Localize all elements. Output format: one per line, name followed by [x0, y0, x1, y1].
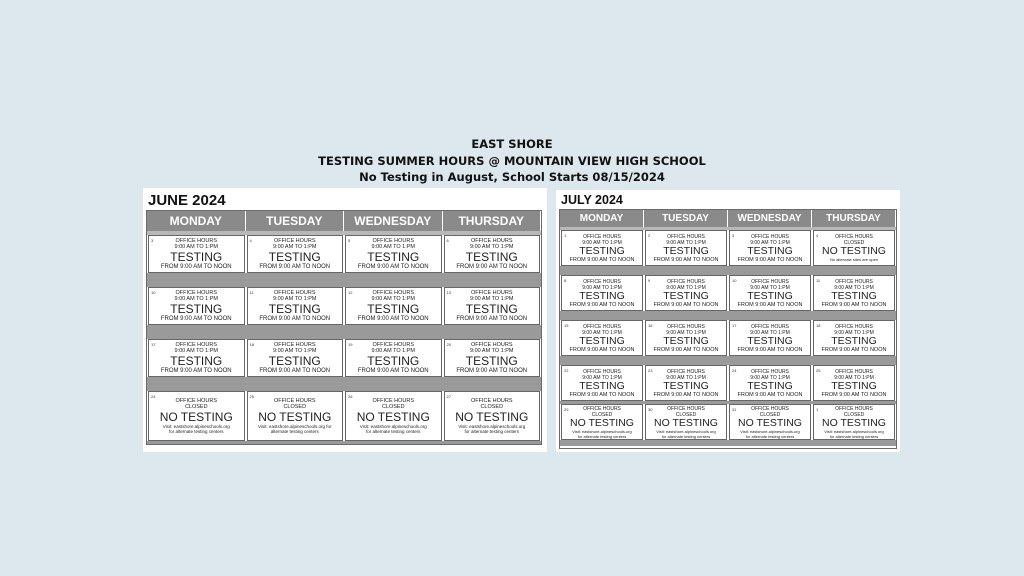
office-hours-time: 9:00 AM TO 1:PM: [750, 239, 790, 246]
office-hours-label: OFFICE HOURS: [583, 233, 621, 240]
calendar-day-cell: [561, 275, 643, 311]
day-number: 30: [648, 407, 653, 412]
office-hours-time: CLOSED: [675, 411, 697, 418]
alternate-info: Visit: eastshore.alpineschools.org: [572, 428, 632, 434]
testing-status: TESTING: [579, 289, 625, 302]
office-hours-time: 9:00 AM TO 1:PM: [174, 348, 218, 354]
testing-hours: FROM 9:00 AM TO NOON: [737, 301, 803, 308]
testing-status: TESTING: [747, 334, 793, 347]
calendar-day-cell: [148, 391, 245, 441]
alternate-info-cont: alternate testing centers: [270, 429, 319, 434]
office-hours-label: OFFICE HOURS: [667, 323, 705, 330]
testing-hours: FROM 9:00 AM TO NOON: [456, 367, 528, 374]
calendar-day-cell: [645, 404, 727, 440]
office-hours-time: 9:00 AM TO 1:PM: [834, 329, 874, 336]
calendar-day-cell: [813, 320, 895, 356]
office-hours-label: OFFICE HOURS: [583, 405, 621, 412]
calendar-day-cell: [813, 404, 895, 440]
testing-status: TESTING: [170, 301, 223, 316]
header-title: TESTING SUMMER HOURS @ MOUNTAIN VIEW HIGH SCHOOL: [318, 153, 706, 168]
testing-status: NO TESTING: [258, 409, 332, 424]
day-number: 10: [732, 278, 737, 283]
office-hours-label: OFFICE HOURS: [667, 405, 705, 412]
office-hours-time: 9:00 AM TO 1:PM: [834, 284, 874, 291]
day-header-wednesday: WEDNESDAY: [344, 211, 443, 231]
office-hours-time: CLOSED: [283, 404, 307, 410]
office-hours-time: 9:00 AM TO 1:PM: [666, 284, 706, 291]
office-hours-label: OFFICE HOURS: [470, 289, 513, 296]
calendar-day-cell: [345, 391, 442, 441]
day-number: 19: [348, 342, 353, 347]
office-hours-label: OFFICE HOURS: [751, 278, 789, 285]
office-hours-label: OFFICE HOURS: [273, 397, 316, 404]
office-hours-label: OFFICE HOURS: [372, 397, 415, 404]
alternate-info: Visit: eastshore.alpineschools.org: [740, 428, 800, 434]
day-number: 2: [648, 233, 651, 238]
office-hours-time: 9:00 AM TO 1:PM: [272, 244, 317, 250]
row-separator: [560, 311, 896, 320]
testing-hours: FROM 9:00 AM TO NOON: [569, 346, 635, 353]
testing-status: TESTING: [663, 244, 709, 257]
calendar-day-cell: [247, 339, 344, 377]
office-hours-label: OFFICE HOURS: [470, 237, 513, 244]
testing-status: TESTING: [465, 249, 518, 264]
day-number: 11: [249, 290, 254, 295]
calendar-day-cell: [813, 230, 895, 266]
day-number: 24: [151, 394, 156, 399]
day-header-thursday: THURSDAY: [443, 211, 542, 231]
day-number: 18: [816, 323, 821, 328]
office-hours-label: OFFICE HOURS: [835, 368, 873, 375]
office-hours-label: OFFICE HOURS: [751, 233, 789, 240]
calendar-day-cell: [444, 391, 541, 441]
office-hours-label: OFFICE HOURS: [667, 278, 705, 285]
office-hours-time: 9:00 AM TO 1:PM: [469, 244, 514, 250]
calendar-day-cell: [561, 404, 643, 440]
testing-hours: FROM 9:00 AM TO NOON: [160, 263, 232, 270]
day-number: 1: [816, 407, 819, 412]
day-number: 1: [564, 233, 567, 238]
alternate-info-cont: for alternate testing centers: [577, 433, 627, 439]
testing-status: TESTING: [579, 379, 625, 392]
testing-hours: FROM 9:00 AM TO NOON: [821, 301, 887, 308]
office-hours-time: 9:00 AM TO 1:PM: [272, 296, 317, 302]
june-calendar-grid: [146, 210, 542, 445]
testing-status: TESTING: [663, 289, 709, 302]
testing-hours: FROM 9:00 AM TO NOON: [160, 367, 232, 374]
office-hours-label: OFFICE HOURS: [273, 237, 316, 244]
testing-hours: FROM 9:00 AM TO NOON: [357, 263, 429, 270]
testing-status: TESTING: [747, 289, 793, 302]
office-hours-time: CLOSED: [843, 240, 865, 246]
testing-hours: FROM 9:00 AM TO NOON: [737, 346, 803, 353]
testing-status: TESTING: [268, 301, 321, 316]
day-number: 5: [348, 238, 351, 243]
testing-status: TESTING: [579, 334, 625, 347]
day-number: 13: [446, 290, 451, 295]
testing-status: TESTING: [170, 249, 223, 264]
calendar-day-cell: [345, 235, 442, 273]
row-separator: [147, 441, 541, 444]
alternate-info-cont: for alternate testing centers: [365, 429, 421, 434]
testing-hours: FROM 9:00 AM TO NOON: [456, 263, 528, 270]
row-separator: [560, 440, 896, 446]
day-number: 29: [564, 407, 569, 412]
office-hours-label: OFFICE HOURS: [751, 405, 789, 412]
july-calendar-grid: [559, 209, 897, 449]
testing-status: NO TESTING: [654, 416, 718, 429]
office-hours-time: CLOSED: [184, 404, 208, 410]
testing-status: TESTING: [465, 353, 518, 368]
office-hours-time: CLOSED: [591, 411, 613, 418]
testing-hours: FROM 9:00 AM TO NOON: [357, 315, 429, 322]
day-number: 9: [648, 278, 651, 283]
testing-hours: FROM 9:00 AM TO NOON: [259, 315, 331, 322]
day-number: 6: [446, 238, 449, 243]
testing-hours: FROM 9:00 AM TO NOON: [259, 263, 331, 270]
july-calendar-title: JULY 2024: [561, 193, 623, 207]
calendar-day-cell: [247, 391, 344, 441]
calendar-day-cell: [444, 287, 541, 325]
testing-status: TESTING: [831, 379, 877, 392]
office-hours-time: 9:00 AM TO 1:PM: [371, 348, 415, 354]
office-hours-label: OFFICE HOURS: [372, 289, 415, 296]
testing-status: NO TESTING: [159, 409, 233, 424]
calendar-day-cell: [729, 365, 811, 401]
calendar-day-cell: [729, 404, 811, 440]
office-hours-label: OFFICE HOURS: [835, 278, 873, 285]
day-header-tuesday: TUESDAY: [644, 210, 728, 227]
calendar-day-cell: [444, 235, 541, 273]
testing-status: NO TESTING: [455, 409, 529, 424]
office-hours-time: 9:00 AM TO 1:PM: [272, 348, 317, 354]
office-hours-time: CLOSED: [843, 411, 865, 418]
alternate-info: Visit: eastshore.alpineschools.org: [458, 423, 526, 429]
office-hours-time: 9:00 AM TO 1:PM: [469, 348, 514, 354]
testing-status: TESTING: [268, 353, 321, 368]
page-header: [0, 136, 1024, 186]
day-number: 4: [816, 233, 819, 238]
calendar-day-cell: [813, 365, 895, 401]
testing-hours: FROM 9:00 AM TO NOON: [821, 391, 887, 398]
office-hours-label: OFFICE HOURS: [470, 341, 513, 348]
calendar-day-cell: [645, 320, 727, 356]
row-separator: [147, 325, 541, 339]
calendar-day-cell: [561, 365, 643, 401]
calendar-day-cell: [561, 320, 643, 356]
header-school-name: EAST SHORE: [471, 137, 553, 151]
office-hours-time: CLOSED: [480, 404, 504, 410]
office-hours-time: 9:00 AM TO 1:PM: [666, 329, 706, 336]
calendar-day-cell: [729, 230, 811, 266]
calendar-day-cell: [645, 275, 727, 311]
day-number: 10: [151, 290, 156, 295]
alternate-info: Visit: eastshore.alpineschools.org: [359, 423, 427, 429]
office-hours-time: 9:00 AM TO 1:PM: [582, 239, 622, 246]
row-separator: [147, 273, 541, 287]
testing-status: TESTING: [465, 301, 518, 316]
office-hours-time: CLOSED: [381, 404, 405, 410]
calendar-day-cell: [561, 230, 643, 266]
row-separator: [560, 356, 896, 365]
office-hours-label: OFFICE HOURS: [273, 341, 316, 348]
alternate-info-cont: for alternate testing centers: [661, 433, 711, 439]
office-hours-time: 9:00 AM TO 1:PM: [469, 296, 514, 302]
day-number: 3: [732, 233, 735, 238]
day-header-wednesday: WEDNESDAY: [728, 210, 812, 227]
testing-status: TESTING: [367, 301, 420, 316]
calendar-day-cell: [148, 287, 245, 325]
day-number: 25: [249, 394, 254, 399]
testing-hours: FROM 9:00 AM TO NOON: [259, 367, 331, 374]
day-number: 31: [732, 407, 737, 412]
testing-hours: FROM 9:00 AM TO NOON: [569, 301, 635, 308]
office-hours-label: OFFICE HOURS: [372, 237, 415, 244]
day-number: 8: [564, 278, 567, 283]
alternate-info: Visit: eastshore.alpineschools.org: [824, 428, 884, 434]
day-number: 11: [816, 278, 821, 283]
testing-status: NO TESTING: [738, 416, 802, 429]
day-header-thursday: THURSDAY: [812, 210, 896, 227]
testing-status: TESTING: [170, 353, 223, 368]
office-hours-time: 9:00 AM TO 1:PM: [371, 244, 415, 250]
office-hours-time: 9:00 AM TO 1:PM: [174, 296, 218, 302]
office-hours-label: OFFICE HOURS: [667, 233, 705, 240]
testing-status: NO TESTING: [356, 409, 430, 424]
day-header-monday: MONDAY: [560, 210, 644, 227]
calendar-day-cell: [729, 275, 811, 311]
calendar-day-cell: [645, 230, 727, 266]
testing-hours: FROM 9:00 AM TO NOON: [160, 315, 232, 322]
office-hours-label: OFFICE HOURS: [372, 341, 415, 348]
testing-status: TESTING: [663, 334, 709, 347]
office-hours-time: 9:00 AM TO 1:PM: [834, 374, 874, 381]
office-hours-label: OFFICE HOURS: [835, 405, 873, 412]
day-number: 18: [249, 342, 254, 347]
testing-status: NO TESTING: [822, 416, 886, 429]
alternate-info-cont: for alternate testing centers: [829, 433, 879, 439]
office-hours-time: 9:00 AM TO 1:PM: [582, 284, 622, 291]
testing-status: NO TESTING: [570, 416, 634, 429]
calendar-day-cell: [444, 339, 541, 377]
office-hours-label: OFFICE HOURS: [470, 397, 513, 404]
alternate-info-cont: for alternate testing centers: [464, 429, 520, 434]
testing-hours: FROM 9:00 AM TO NOON: [456, 315, 528, 322]
calendar-day-cell: [247, 235, 344, 273]
calendar-day-cell: [247, 287, 344, 325]
office-hours-time: 9:00 AM TO 1:PM: [174, 244, 218, 250]
testing-hours: FROM 9:00 AM TO NOON: [821, 346, 887, 353]
day-number: 22: [564, 368, 569, 373]
calendar-day-cell: [645, 365, 727, 401]
office-hours-label: OFFICE HOURS: [583, 323, 621, 330]
testing-hours: FROM 9:00 AM TO NOON: [653, 346, 719, 353]
office-hours-label: OFFICE HOURS: [667, 368, 705, 375]
alternate-info: No alternate sites are open: [829, 257, 879, 262]
day-number: 4: [249, 238, 252, 243]
testing-hours: FROM 9:00 AM TO NOON: [357, 367, 429, 374]
testing-status: TESTING: [268, 249, 321, 264]
june-calendar-title: JUNE 2024: [148, 192, 226, 209]
office-hours-label: OFFICE HOURS: [175, 237, 218, 244]
office-hours-label: OFFICE HOURS: [583, 278, 621, 285]
office-hours-label: OFFICE HOURS: [175, 289, 218, 296]
alternate-info: Visit: eastshore.alpineschools.org: [656, 428, 716, 434]
day-number: 16: [648, 323, 653, 328]
day-number: 17: [151, 342, 156, 347]
day-number: 3: [151, 238, 154, 243]
calendar-day-cell: [148, 339, 245, 377]
day-header-tuesday: TUESDAY: [246, 211, 345, 231]
office-hours-time: 9:00 AM TO 1:PM: [666, 239, 706, 246]
testing-status: NO TESTING: [822, 245, 886, 257]
calendar-day-cell: [345, 339, 442, 377]
calendar-day-cell: [813, 275, 895, 311]
day-number: 17: [732, 323, 737, 328]
testing-hours: FROM 9:00 AM TO NOON: [737, 391, 803, 398]
calendar-day-cell: [148, 235, 245, 273]
calendar-day-cell: [729, 320, 811, 356]
office-hours-time: CLOSED: [759, 411, 781, 418]
testing-status: TESTING: [663, 379, 709, 392]
office-hours-time: 9:00 AM TO 1:PM: [582, 374, 622, 381]
office-hours-label: OFFICE HOURS: [175, 341, 218, 348]
day-number: 20: [446, 342, 451, 347]
july-calendar: [556, 190, 900, 452]
office-hours-label: OFFICE HOURS: [751, 323, 789, 330]
alternate-info: Visit: eastshore.alpineschools.org: [162, 423, 230, 429]
testing-status: TESTING: [831, 334, 877, 347]
day-number: 12: [348, 290, 353, 295]
day-number: 27: [446, 394, 451, 399]
office-hours-label: OFFICE HOURS: [751, 368, 789, 375]
testing-status: TESTING: [747, 244, 793, 257]
testing-hours: FROM 9:00 AM TO NOON: [653, 391, 719, 398]
office-hours-label: OFFICE HOURS: [835, 234, 873, 240]
testing-hours: FROM 9:00 AM TO NOON: [737, 256, 803, 263]
alternate-info: Visit: eastshore.alpineschools.org for: [258, 423, 332, 429]
office-hours-time: 9:00 AM TO 1:PM: [666, 374, 706, 381]
day-number: 15: [564, 323, 569, 328]
office-hours-label: OFFICE HOURS: [273, 289, 316, 296]
day-number: 24: [732, 368, 737, 373]
office-hours-label: OFFICE HOURS: [175, 397, 218, 404]
day-header-monday: MONDAY: [147, 211, 246, 231]
day-number: 23: [648, 368, 653, 373]
header-subtitle: No Testing in August, School Starts 08/15/2024: [359, 170, 665, 184]
row-separator: [147, 377, 541, 391]
testing-status: TESTING: [367, 249, 420, 264]
testing-hours: FROM 9:00 AM TO NOON: [653, 301, 719, 308]
testing-hours: FROM 9:00 AM TO NOON: [569, 391, 635, 398]
alternate-info-cont: for alternate testing centers: [168, 429, 224, 434]
office-hours-time: 9:00 AM TO 1:PM: [371, 296, 415, 302]
office-hours-time: 9:00 AM TO 1:PM: [750, 284, 790, 291]
office-hours-label: OFFICE HOURS: [835, 323, 873, 330]
alternate-info-cont: for alternate testing centers: [745, 433, 795, 439]
day-number: 25: [816, 368, 821, 373]
office-hours-time: 9:00 AM TO 1:PM: [750, 374, 790, 381]
testing-status: TESTING: [747, 379, 793, 392]
june-calendar: [143, 188, 547, 452]
office-hours-label: OFFICE HOURS: [583, 368, 621, 375]
testing-status: TESTING: [579, 244, 625, 257]
testing-status: TESTING: [367, 353, 420, 368]
office-hours-time: 9:00 AM TO 1:PM: [750, 329, 790, 336]
calendar-day-cell: [345, 287, 442, 325]
office-hours-time: 9:00 AM TO 1:PM: [582, 329, 622, 336]
day-number: 26: [348, 394, 353, 399]
testing-hours: FROM 9:00 AM TO NOON: [569, 256, 635, 263]
testing-hours: FROM 9:00 AM TO NOON: [653, 256, 719, 263]
testing-status: TESTING: [831, 289, 877, 302]
row-separator: [560, 266, 896, 275]
